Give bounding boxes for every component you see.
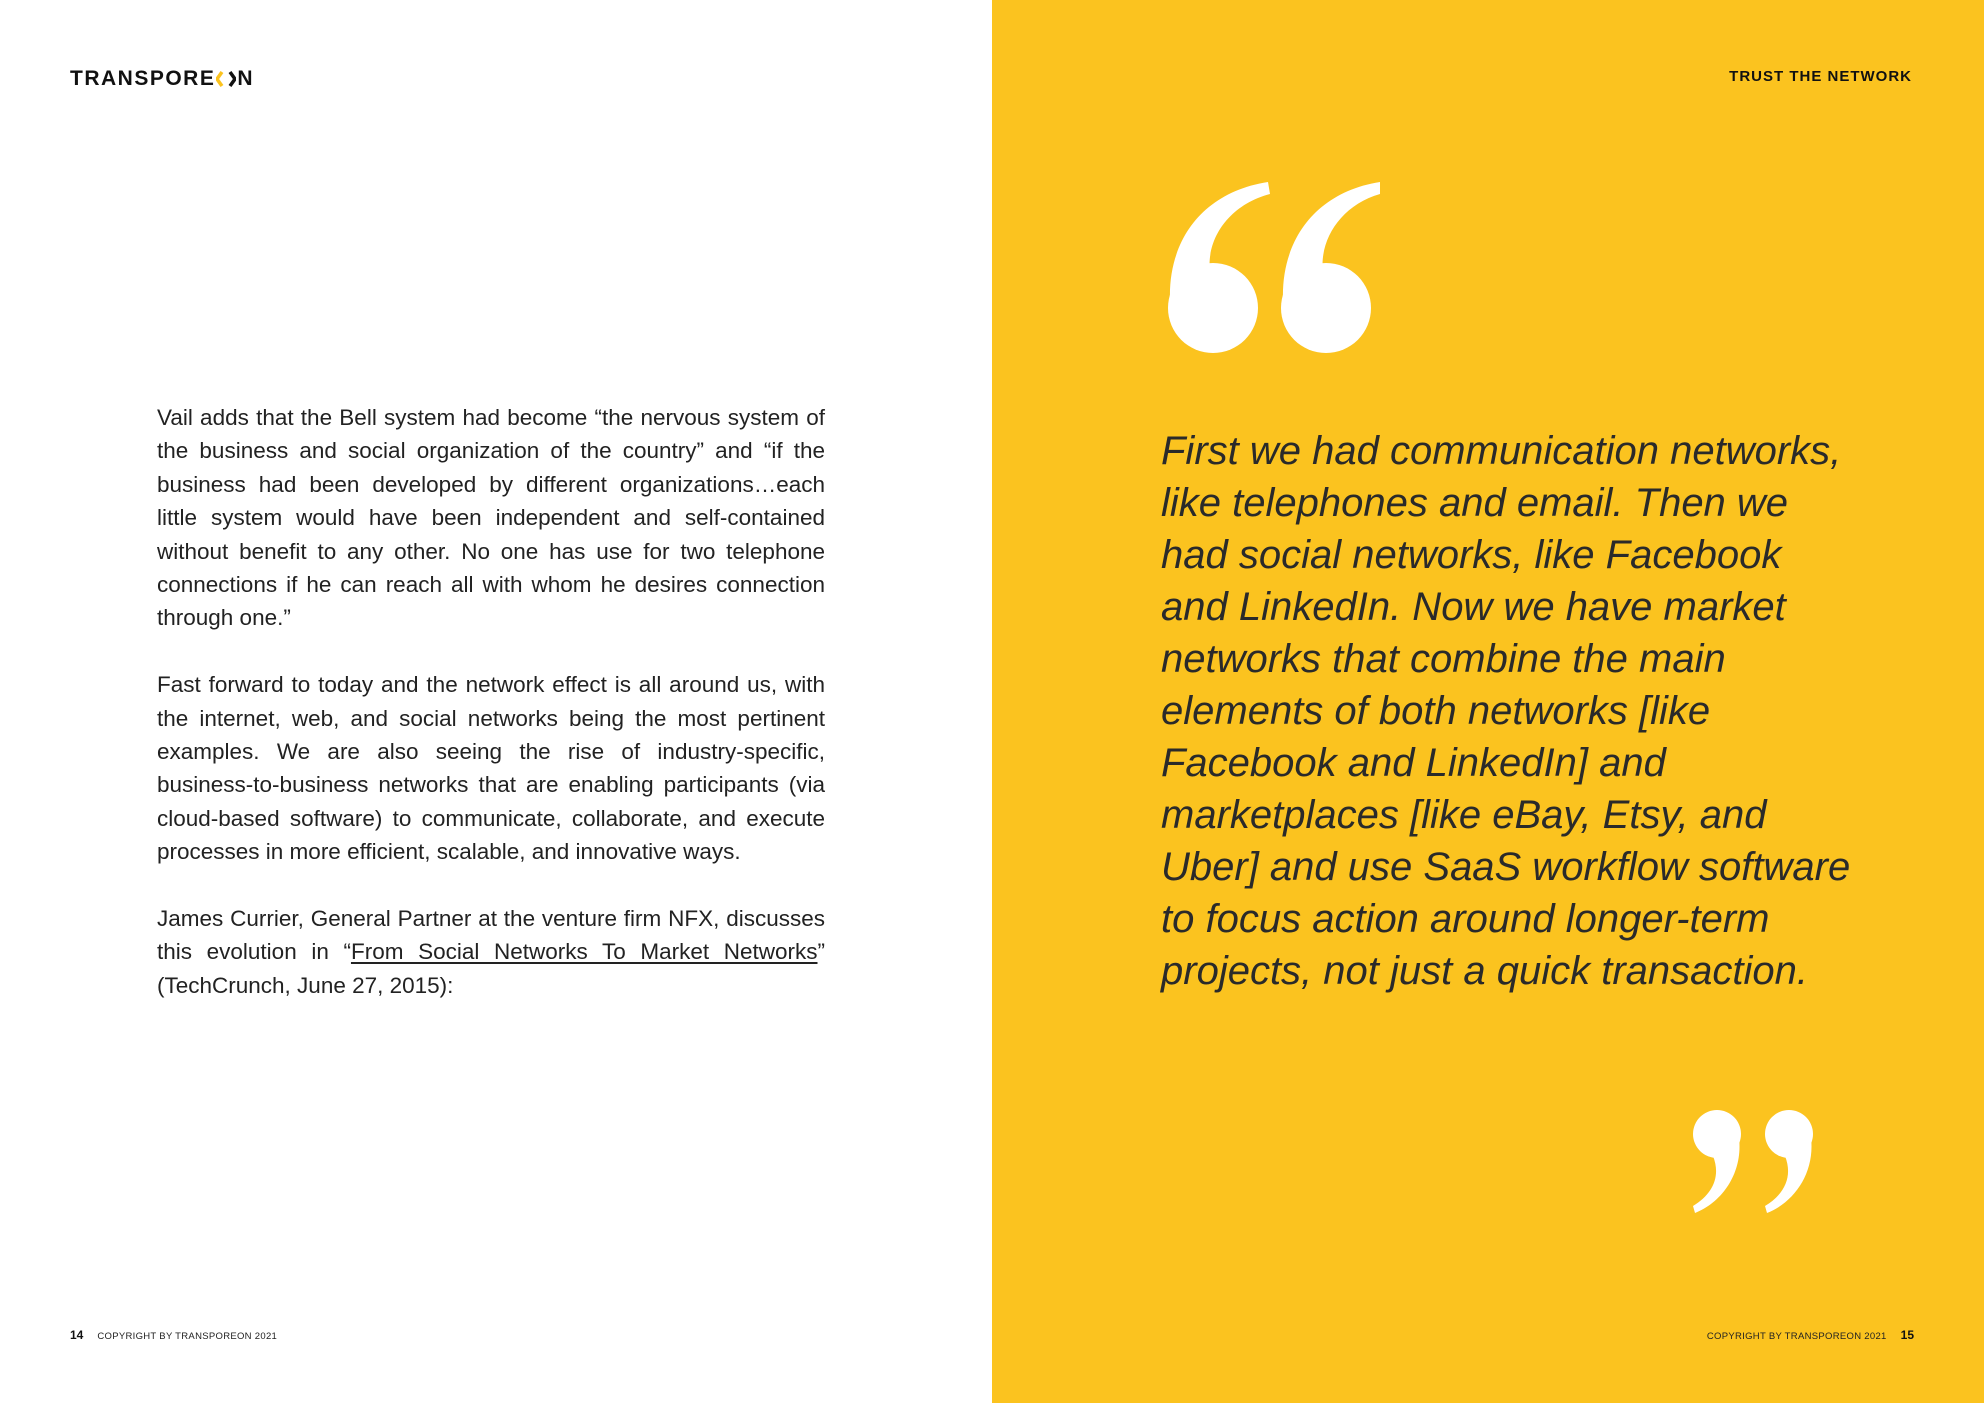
close-quote-icon (1693, 1110, 1825, 1213)
paragraph-3-text-after-link: ” (TechCrunch, June 27, 2015): (157, 939, 825, 998)
pull-quote: First we had communication networks, like telephones and email. Then we had social networks, like Facebook and LinkedIn. Now we have market networks that combine the main elements of both networks [like Facebook and LinkedIn] and marketplaces [like eBay, Etsy, and Uber] and use SaaS workflow software to focus action around longer-term projects, not just a quick transaction. (1161, 429, 1851, 993)
paragraph-1: Vail adds that the Bell system had become “the nervous system of the business and social organization of the country” and “if the business had been developed by different organizations…each little system would have been independent and self-contained without benefit to any other. No one has use for two telephone connections if he can reach all with whom he desires connection through one.” (157, 405, 825, 631)
footer-left (70, 1328, 277, 1342)
copyright-text: COPYRIGHT BY TRANSPOREON 2021 (1706, 1331, 1887, 1342)
copyright-text: COPYRIGHT BY TRANSPOREON 2021 (97, 1331, 278, 1342)
page-number: 15 (1900, 1328, 1914, 1342)
footer-right (1707, 1328, 1914, 1342)
logo-text-start: TRANSPORE (70, 67, 216, 90)
logo-text-end: N (237, 67, 255, 90)
paragraph-3-text-before-link: James Currier, General Partner at the venture firm NFX, discusses this evolution in “ (157, 906, 825, 965)
paragraph-2: Fast forward to today and the network effect is all around us, with the internet, web, and social networks being the most pertinent examples. We are also seeing the rise of industry-specific, business-to-business networks that are enabling participants (via cloud-based software) to communicate, collaborate, and execute processes in more efficient, scalable, and innovative ways. (157, 672, 825, 865)
section-title: TRUST THE NETWORK (1729, 68, 1912, 85)
transporeon-logo-mark-icon (216, 70, 236, 88)
transporeon-logo (70, 67, 254, 91)
paragraph-3 (157, 902, 825, 1002)
page-number: 14 (70, 1328, 84, 1342)
body-text (157, 401, 825, 1002)
open-quote-icon (1158, 180, 1380, 360)
article-link[interactable]: From Social Networks To Market Networks (350, 939, 818, 965)
